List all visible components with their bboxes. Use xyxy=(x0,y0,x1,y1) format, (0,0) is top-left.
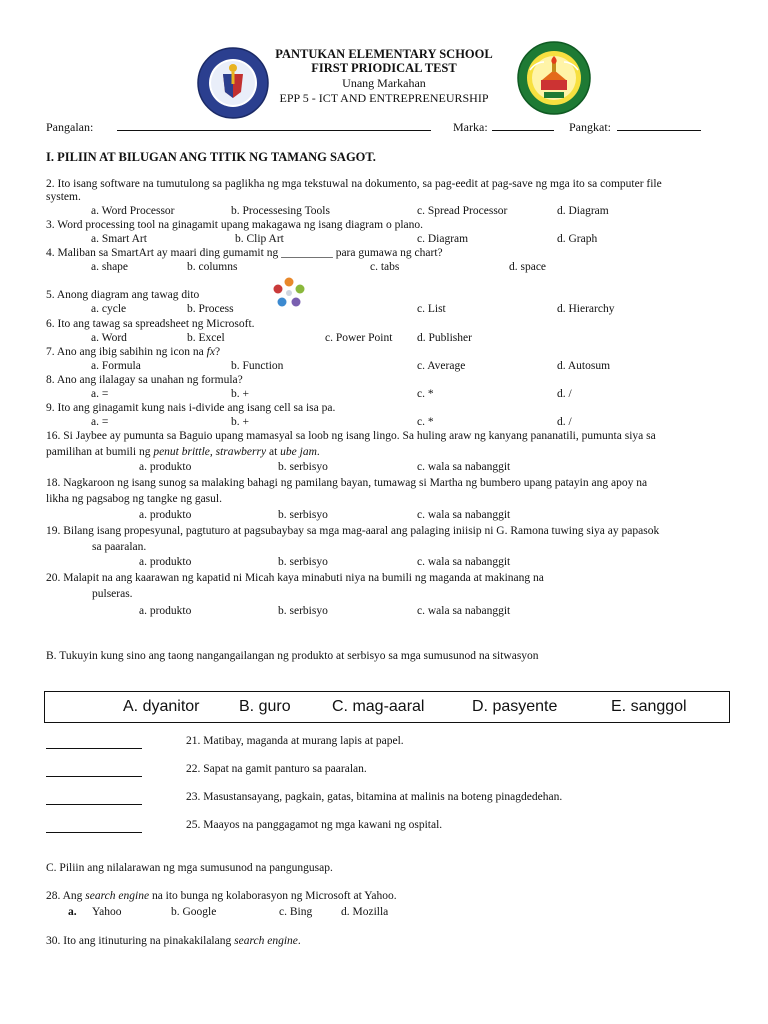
part-c-title: C. Piliin ang nilalarawan ng mga sumusunod na pangungusap. xyxy=(46,862,333,874)
name-blank[interactable] xyxy=(117,120,431,131)
choice[interactable]: b. + xyxy=(231,388,249,400)
choice[interactable]: c. Average xyxy=(417,360,466,372)
question-19-choices xyxy=(0,556,768,570)
question-6-choices xyxy=(0,332,768,346)
choice[interactable]: c. wala sa nabanggit xyxy=(417,556,511,568)
question-20: 20. Malapit na ang kaarawan ng kapatid ni Micah kaya minabuti niya na bumili ng maganda at makinang na xyxy=(46,572,544,584)
q16-italic-1: penut brittle, strawberry xyxy=(153,446,267,458)
name-field-row xyxy=(46,120,93,135)
school-name: PANTUKAN ELEMENTARY SCHOOL xyxy=(275,47,493,61)
choice[interactable]: b. serbisyo xyxy=(278,556,328,568)
option-d: D. pasyente xyxy=(472,698,558,715)
choice[interactable]: c. Bing xyxy=(279,906,313,918)
choice[interactable]: a. produkto xyxy=(139,461,192,473)
choice[interactable]: d. Mozilla xyxy=(341,906,389,918)
question-4-choices xyxy=(0,261,768,275)
question-9-choices xyxy=(0,416,768,430)
answer-blank-22[interactable] xyxy=(46,766,142,777)
item-22: 22. Sapat na gamit panturo sa paaralan. xyxy=(186,763,367,775)
question-18-cont: likha ng pagsabog ng tangke ng gasul. xyxy=(46,493,222,505)
choice[interactable]: b. Processesing Tools xyxy=(231,205,330,217)
score-blank[interactable] xyxy=(492,120,554,131)
choice[interactable]: a. Formula xyxy=(91,360,141,372)
choice[interactable]: d. Autosum xyxy=(557,360,611,372)
question-28-choices xyxy=(0,906,768,920)
question-30 xyxy=(46,935,301,947)
choice[interactable]: b. + xyxy=(231,416,249,428)
q16-italic-2: ube jam xyxy=(280,446,317,458)
choice[interactable]: c. Power Point xyxy=(325,332,393,344)
choice[interactable]: d. Hierarchy xyxy=(557,303,615,315)
option-c: C. mag-aaral xyxy=(332,698,425,715)
choice[interactable]: a. produkto xyxy=(139,556,192,568)
fx-icon-label: fx xyxy=(206,346,215,358)
question-5: 5. Anong diagram ang tawag dito xyxy=(46,289,200,301)
choice[interactable]: b. Excel xyxy=(187,332,225,344)
choice[interactable]: a. = xyxy=(91,388,109,400)
option-e: E. sanggol xyxy=(611,698,687,715)
q30-text: 30. Ito ang itinuturing na pinakakilalang xyxy=(46,935,235,947)
question-7-text: 7. Ano ang ibig sabihin ng icon na xyxy=(46,346,207,358)
option-b: B. guro xyxy=(239,698,291,715)
choice[interactable]: a. Word Processor xyxy=(91,205,175,217)
choice[interactable]: Yahoo xyxy=(92,906,122,918)
question-3: 3. Word processing tool na ginagamit upang makagawa ng isang diagram o plano. xyxy=(46,219,423,231)
subject-title: EPP 5 - ICT AND ENTREPRENEURSHIP xyxy=(279,91,489,105)
question-19-cont: sa paaralan. xyxy=(92,541,147,553)
section-label: Pangkat: xyxy=(569,120,611,134)
choice[interactable]: d. / xyxy=(557,388,572,400)
answer-blank-25[interactable] xyxy=(46,822,142,833)
question-16-cont xyxy=(46,446,320,458)
choice[interactable]: a. produkto xyxy=(139,605,192,617)
q30-text-2: . xyxy=(297,935,301,947)
question-19: 19. Bilang isang propesyunal, pagtuturo at pagsubaybay sa mga mag-aaral ang palaging iniisip ni G. Ramona tuwing siya ay papasok xyxy=(46,525,660,537)
choice-a-letter[interactable]: a. xyxy=(68,906,77,918)
choice[interactable]: a. Smart Art xyxy=(91,233,147,245)
item-23: 23. Masustansayang, pagkain, gatas, bitamina at malinis na boteng pinagdedehan. xyxy=(186,791,563,803)
question-2-cont: system. xyxy=(46,191,81,203)
question-6: 6. Ito ang tawag sa spreadsheet ng Microsoft. xyxy=(46,318,255,330)
question-7-end: ? xyxy=(214,346,221,358)
q28-text: 28. Ang xyxy=(46,890,86,902)
choice[interactable]: b. Function xyxy=(231,360,284,372)
choice[interactable]: c. Spread Processor xyxy=(417,205,508,217)
question-2-choices xyxy=(0,205,768,219)
choice[interactable]: b. serbisyo xyxy=(278,605,328,617)
choice[interactable]: d. Graph xyxy=(557,233,598,245)
question-16-choices xyxy=(0,461,768,475)
choice[interactable]: c. * xyxy=(417,416,434,428)
choice[interactable]: a. produkto xyxy=(139,509,192,521)
q28-text-2: na ito bunga ng kolaborasyon ng Microsoft at Yahoo. xyxy=(149,890,397,902)
question-2: 2. Ito isang software na tumutulong sa paglikha ng mga tekstuwal na dokumento, sa pag-eedit at pag-save ng mga ito sa computer file xyxy=(46,178,662,190)
quarter-title: Unang Markahan xyxy=(342,76,426,90)
name-label: Pangalan: xyxy=(46,120,94,134)
choice[interactable]: b. columns xyxy=(187,261,238,273)
choice[interactable]: c. tabs xyxy=(370,261,400,273)
part-b-title: B. Tukuyin kung sino ang taong nangangailangan ng produkto at serbisyo sa mga sumusunod na sitwasyon xyxy=(46,650,539,662)
choice[interactable]: d. Diagram xyxy=(557,205,609,217)
question-5-choices xyxy=(0,303,768,317)
question-7 xyxy=(46,346,220,358)
choice[interactable]: b. Google xyxy=(171,906,217,918)
question-28 xyxy=(46,890,397,902)
q16-text-2: at xyxy=(266,446,281,458)
choice[interactable]: d. space xyxy=(509,261,547,273)
q16-text-3: . xyxy=(316,446,320,458)
q28-italic: search engine xyxy=(85,890,150,902)
question-8-choices xyxy=(0,388,768,402)
part-a-title: I. PILIIN AT BILUGAN ANG TITIK NG TAMANG SAGOT. xyxy=(46,150,376,164)
choice[interactable]: c. List xyxy=(417,303,446,315)
choice[interactable]: b. Clip Art xyxy=(235,233,284,245)
q30-italic: search engine xyxy=(234,935,298,947)
choice[interactable]: b. Process xyxy=(187,303,234,315)
choice[interactable]: c. wala sa nabanggit xyxy=(417,605,511,617)
choice[interactable]: c. * xyxy=(417,388,434,400)
choice[interactable]: c. Diagram xyxy=(417,233,469,245)
choice[interactable]: d. Publisher xyxy=(417,332,472,344)
choice[interactable]: c. wala sa nabanggit xyxy=(417,461,511,473)
answer-blank-21[interactable] xyxy=(46,738,142,749)
item-21: 21. Matibay, maganda at murang lapis at papel. xyxy=(186,735,404,747)
choice[interactable]: b. serbisyo xyxy=(278,509,328,521)
section-blank[interactable] xyxy=(617,120,701,131)
test-title: FIRST PRIODICAL TEST xyxy=(311,61,457,75)
item-25: 25. Maayos na panggagamot ng mga kawani ng ospital. xyxy=(186,819,443,831)
answer-blank-23[interactable] xyxy=(46,794,142,805)
choice[interactable]: d. / xyxy=(557,416,572,428)
choice[interactable]: a. Word xyxy=(91,332,127,344)
question-9: 9. Ito ang ginagamit kung nais i-divide ang isang cell sa isa pa. xyxy=(46,402,336,414)
choice[interactable]: a. cycle xyxy=(91,303,127,315)
question-3-choices xyxy=(0,233,768,247)
question-4: 4. Maliban sa SmartArt ay maari ding gumamit ng _________ para gumawa ng chart? xyxy=(46,247,443,259)
q16-text: pamilihan at bumili ng xyxy=(46,446,154,458)
answer-options-box xyxy=(44,691,730,723)
score-label: Marka: xyxy=(453,120,488,134)
question-8: 8. Ano ang ilalagay sa unahan ng formula? xyxy=(46,374,243,386)
question-16: 16. Si Jaybee ay pumunta sa Baguio upang mamasyal sa loob ng isang lingo. Sa huling araw ng kanyang pananatili, pumunta siya sa xyxy=(46,430,656,442)
question-18: 18. Nagkaroon ng isang sunog sa malaking bahagi ng pamilang bayan, tumawag si Martha ng bumbero upang patayin ang apoy na xyxy=(46,477,648,489)
choice[interactable]: c. wala sa nabanggit xyxy=(417,509,511,521)
choice[interactable]: b. serbisyo xyxy=(278,461,328,473)
choice[interactable]: a. = xyxy=(91,416,109,428)
question-20-choices xyxy=(0,605,768,619)
option-a: A. dyanitor xyxy=(123,698,200,715)
question-20-cont: pulseras. xyxy=(92,588,133,600)
question-7-choices xyxy=(0,360,768,374)
choice[interactable]: a. shape xyxy=(91,261,129,273)
question-18-choices xyxy=(0,509,768,523)
